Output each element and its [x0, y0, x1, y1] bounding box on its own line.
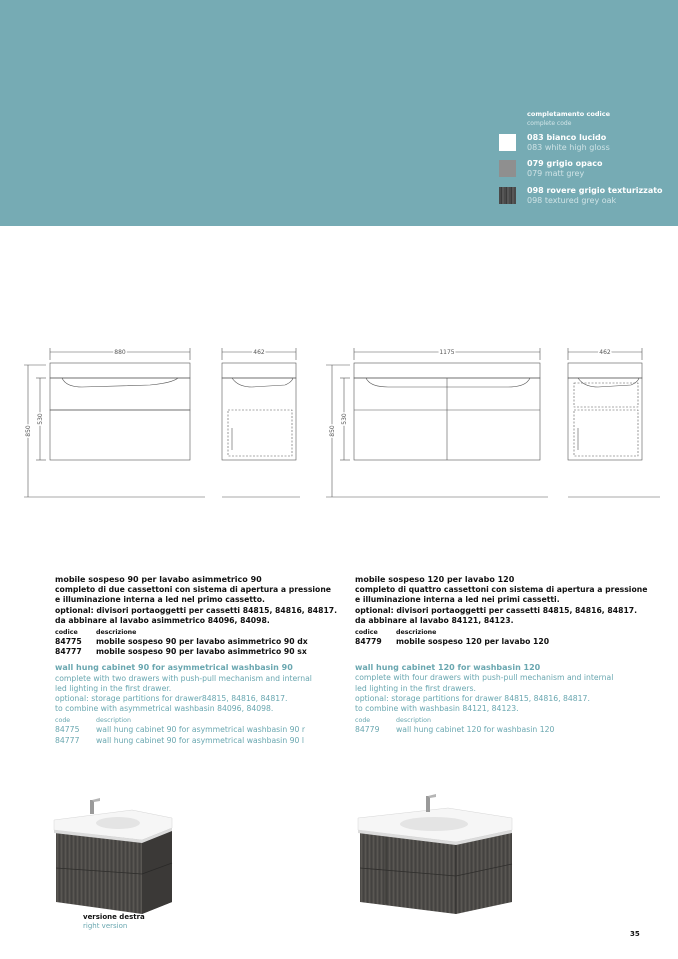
- desc-label: descrizione: [96, 629, 137, 637]
- desc-line: optional: storage partitions for drawer 84815, 84816, 84817.: [355, 693, 590, 703]
- product-title-en: wall hung cabinet 90 for asymmetrical washbasin 90: [55, 663, 293, 673]
- code-label: codice: [355, 629, 378, 637]
- code-label: codice: [55, 629, 78, 637]
- product-image-90: [48, 790, 178, 915]
- dim-label: 880: [114, 349, 126, 356]
- code-cell: 84775: [55, 637, 82, 647]
- code-label: code: [55, 717, 71, 725]
- code-label: code: [355, 717, 371, 725]
- caption-it: versione destra: [83, 913, 145, 921]
- finish-label-it: 083 bianco lucido: [527, 133, 607, 142]
- dim-label: 850: [329, 425, 336, 437]
- desc-line: complete with four drawers with push-pull mechanism and internal: [355, 673, 614, 683]
- desc-cell: wall hung cabinet 90 for asymmetrical washbasin 90 l: [96, 735, 304, 745]
- table-row: [55, 736, 345, 746]
- code-header: [55, 628, 345, 637]
- technical-drawings: [0, 330, 678, 510]
- caption-en: right version: [83, 922, 128, 930]
- code-header: [55, 716, 345, 725]
- code-cell: 84775: [55, 725, 80, 735]
- code-cell: 84779: [355, 637, 382, 647]
- desc-cell: mobile sospeso 90 per lavabo asimmetrico 90 dx: [96, 637, 308, 647]
- product-image-120: [352, 790, 522, 915]
- finish-row: [499, 133, 674, 155]
- code-header: [355, 628, 655, 637]
- finish-row: [499, 186, 674, 208]
- product-title-en: wall hung cabinet 120 for washbasin 120: [355, 663, 541, 673]
- desc-line: optional: storage partitions for drawer84815, 84816, 84817.: [55, 694, 288, 704]
- page-number: 35: [630, 930, 640, 938]
- desc-line: optional: divisori portaoggetti per cassetti 84815, 84816, 84817.: [55, 605, 338, 615]
- drawing-side-90: [222, 348, 300, 497]
- desc-cell: wall hung cabinet 120 for washbasin 120: [396, 725, 555, 735]
- finishes-title: completamento codice: [527, 110, 610, 118]
- desc-line: led lighting in the first drawer.: [55, 683, 172, 693]
- finish-label-it: 098 rovere grigio texturizzato: [527, 186, 663, 195]
- finish-label-en: 083 white high gloss: [527, 143, 610, 152]
- desc-line: e illuminazione interna a led nei primi cassetti.: [355, 595, 560, 605]
- finish-label-en: 098 textured grey oak: [527, 196, 617, 205]
- swatch-grey: [499, 160, 516, 177]
- code-cell: 84777: [55, 647, 82, 657]
- desc-line: e illuminazione interna a led nel primo cassetto.: [55, 595, 265, 605]
- finish-label-it: 079 grigio opaco: [527, 159, 603, 168]
- dim-label: 462: [253, 349, 265, 356]
- code-header: [355, 716, 655, 725]
- desc-label: descrizione: [396, 629, 437, 637]
- drawing-front-90: [24, 348, 205, 497]
- drawing-front-120: [326, 348, 548, 497]
- desc-line: led lighting in the first drawers.: [355, 683, 476, 693]
- desc-line: to combine with washbasin 84121, 84123.: [355, 704, 519, 714]
- drawing-side-120: [568, 348, 660, 497]
- table-row: [355, 725, 655, 735]
- desc-cell: mobile sospeso 90 per lavabo asimmetrico 90 sx: [96, 647, 307, 657]
- code-cell: 84777: [55, 735, 80, 745]
- finish-row: [499, 159, 674, 181]
- desc-label: description: [96, 717, 132, 725]
- dim-label: 462: [599, 349, 611, 356]
- desc-line: completo di quattro cassettoni con sistema di apertura a pressione: [355, 585, 648, 595]
- product-block-90: [55, 575, 345, 746]
- dim-label: 850: [25, 425, 32, 437]
- dim-label: 530: [37, 413, 44, 425]
- desc-cell: mobile sospeso 120 per lavabo 120: [396, 637, 550, 647]
- finish-label-en: 079 matt grey: [527, 169, 585, 178]
- table-row: [55, 725, 345, 735]
- desc-line: complete with two drawers with push-pull mechanism and internal: [55, 673, 312, 683]
- table-row: [55, 647, 345, 657]
- desc-cell: wall hung cabinet 90 for asymmetrical washbasin 90 r: [96, 725, 306, 735]
- desc-line: da abbinare al lavabo 84121, 84123.: [355, 615, 514, 625]
- swatch-white: [499, 134, 516, 151]
- desc-line: to combine with asymmetrical washbasin 84096, 84098.: [55, 704, 274, 714]
- swatch-grey-oak: [499, 187, 516, 204]
- product-block-120: [355, 575, 655, 735]
- desc-line: da abbinare al lavabo asimmetrico 84096, 84098.: [55, 615, 270, 625]
- desc-line: completo di due cassettoni con sistema di apertura a pressione: [55, 585, 332, 595]
- table-row: [355, 637, 655, 647]
- code-cell: 84779: [355, 725, 380, 735]
- product-title-it: mobile sospeso 120 per lavabo 120: [355, 575, 515, 584]
- desc-line: optional: divisori portaoggetti per cassetti 84815, 84816, 84817.: [355, 605, 638, 615]
- table-row: [55, 637, 345, 647]
- product-title-it: mobile sospeso 90 per lavabo asimmetrico 90: [55, 575, 262, 584]
- finishes-subtitle: complete code: [527, 120, 572, 127]
- dim-label: 530: [341, 413, 348, 425]
- dim-label: 1175: [439, 349, 455, 356]
- desc-label: description: [396, 717, 432, 725]
